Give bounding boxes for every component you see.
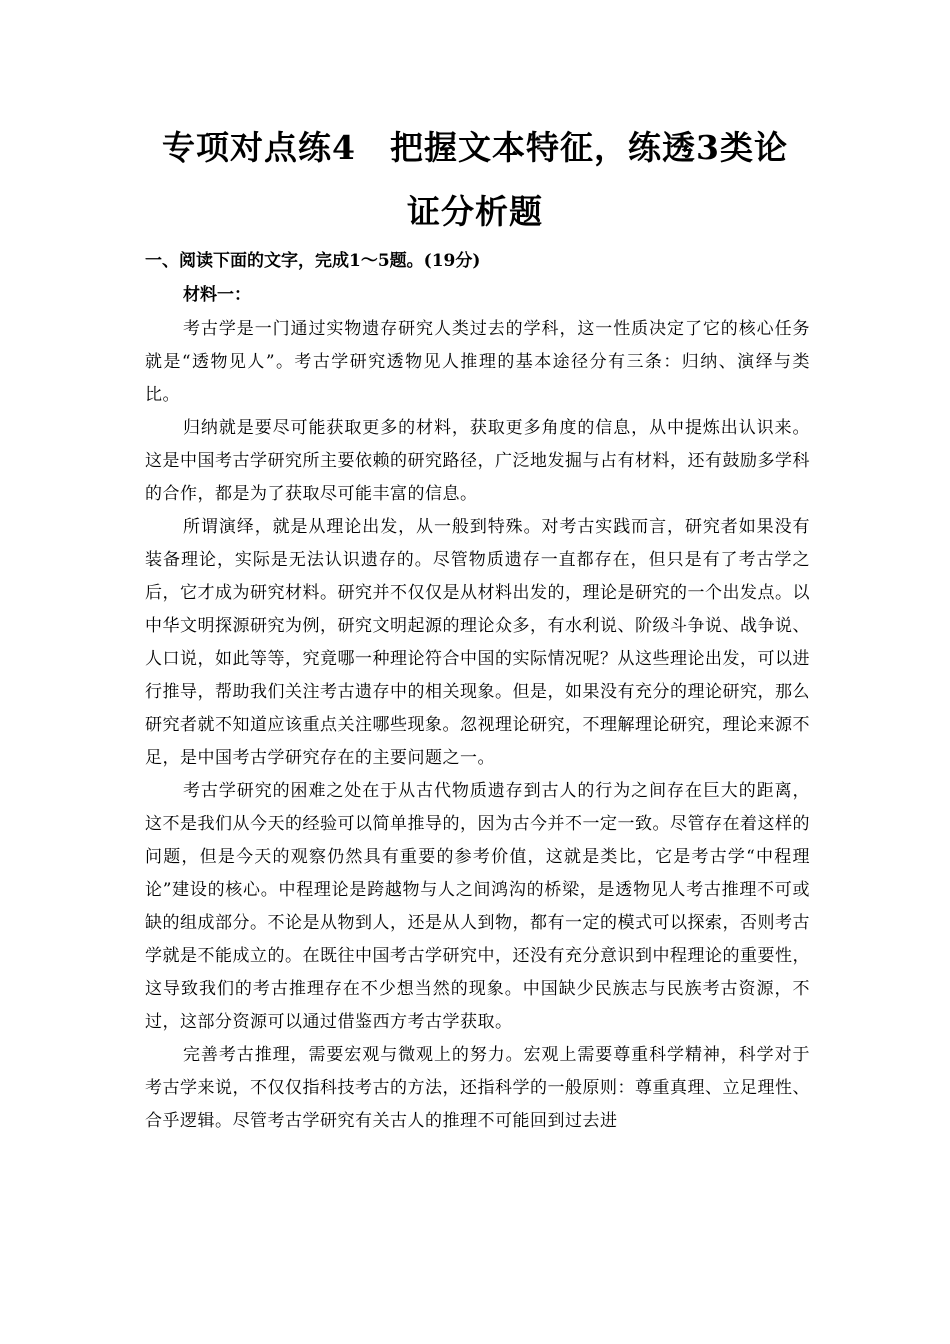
paragraph-4: 考古学研究的困难之处在于从古代物质遗存到古人的行为之间存在巨大的距离，这不是我们从今天的经验可以简单推导的，因为古今并不一定一致。尽管存在着这样的问题，但是今天的观察仍然具有重要的参考价值，这就是类比，它是考古学“中程理论”建设的核心。中程理论是跨越物与人之间鸿沟的桥梁，是透物见人考古推理不可或缺的组成部分。不论是从物到人，还是从人到物，都有一定的模式可以探索，否则考古学就是不能成立的。在既往中国考古学研究中，还没有充分意识到中程理论的重要性，这导致我们的考古推理存在不少想当然的现象。中国缺少民族志与民族考古资源，不过，这部分资源可以通过借鉴西方考古学获取。 bbox=[145, 781, 810, 1032]
document-title-line-1: 专项对点练4 把握文本特征，练透3类论 bbox=[162, 128, 788, 167]
document-title-line-2: 证分析题 bbox=[407, 192, 543, 231]
article-body bbox=[145, 313, 810, 1138]
material-label: 材料一： bbox=[183, 285, 251, 305]
paragraph-2: 归纳就是要尽可能获取更多的材料，获取更多角度的信息，从中提炼出认识来。这是中国考古学研究所主要依赖的研究路径，广泛地发掘与占有材料，还有鼓励多学科的合作，都是为了获取尽可能丰富的信息。 bbox=[145, 418, 810, 504]
section-heading: 一、阅读下面的文字，完成1～5题。(19分) bbox=[145, 251, 481, 271]
paragraph-5: 完善考古推理，需要宏观与微观上的努力。宏观上需要尊重科学精神，科学对于考古学来说，不仅仅指科技考古的方法，还指科学的一般原则：尊重真理、立足理性、合乎逻辑。尽管考古学研究有关古人的推理不可能回到过去进 bbox=[145, 1045, 810, 1131]
paragraph-3: 所谓演绎，就是从理论出发，从一般到特殊。对考古实践而言，研究者如果没有装备理论，实际是无法认识遗存的。尽管物质遗存一直都存在，但只是有了考古学之后，它才成为研究材料。研究并不仅仅是从材料出发的，理论是研究的一个出发点。以中华文明探源研究为例，研究文明起源的理论众多，有水利说、阶级斗争说、战争说、人口说，如此等等，究竟哪一种理论符合中国的实际情况呢？从这些理论出发，可以进行推导，帮助我们关注考古遗存中的相关现象。但是，如果没有充分的理论研究，那么研究者就不知道应该重点关注哪些现象。忽视理论研究，不理解理论研究，理论来源不足，是中国考古学研究存在的主要问题之一。 bbox=[145, 517, 810, 768]
paragraph-1: 考古学是一门通过实物遗存研究人类过去的学科，这一性质决定了它的核心任务就是“透物见人”。考古学研究透物见人推理的基本途径分有三条：归纳、演绎与类比。 bbox=[145, 319, 810, 405]
